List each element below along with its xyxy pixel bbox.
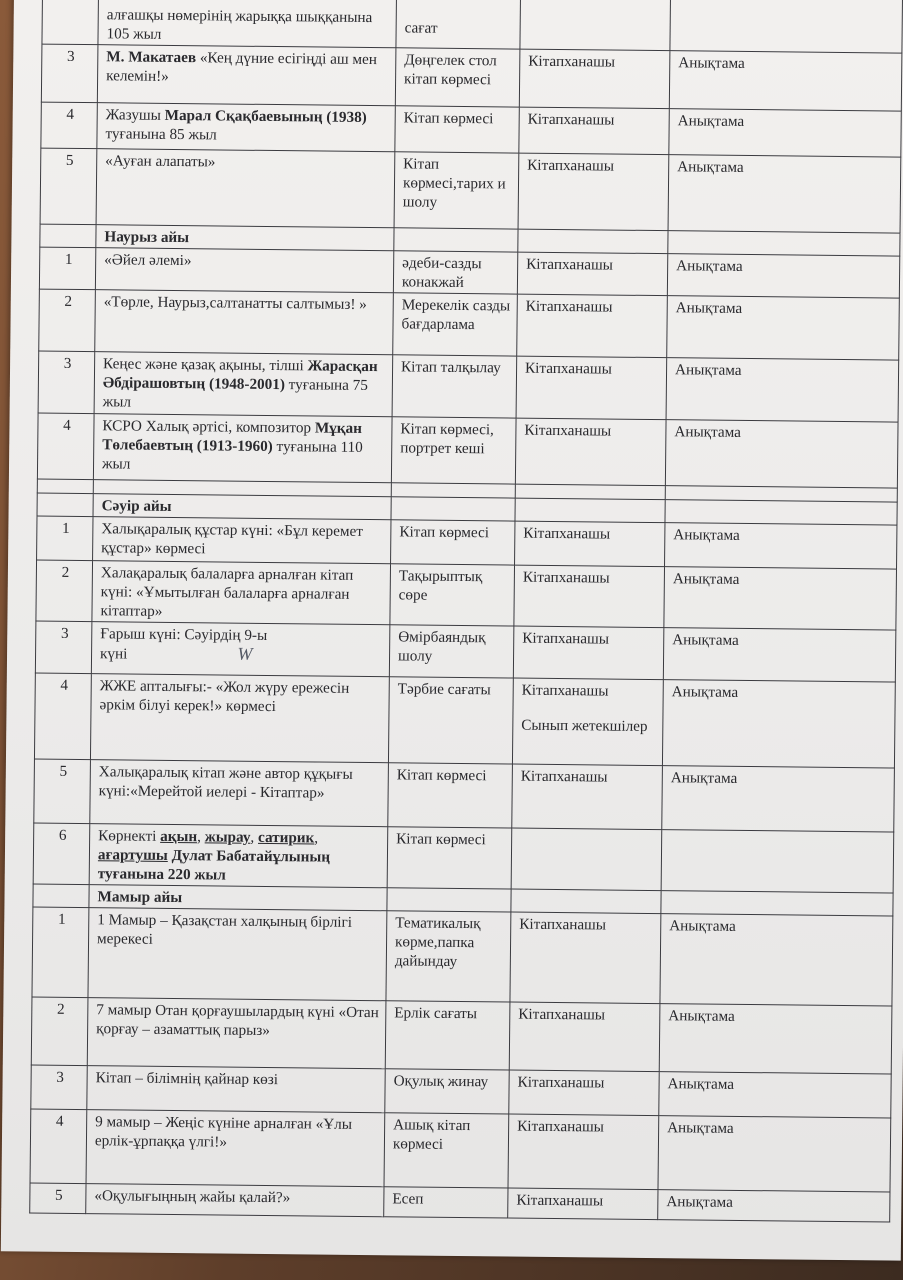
row-number: 3 [41,44,98,103]
month-title: Наурыз айы [96,225,394,251]
event-form: әдеби-сазды конакжай [393,251,517,294]
outcome [670,0,903,53]
responsible: Кітапханашы Сынып жетекшілер [512,678,663,766]
outcome: Анықтама [669,51,902,111]
outcome: Анықтама [667,296,900,360]
empty-cell [661,891,893,916]
event-form: Тәрбие сағаты [388,677,513,764]
event-title-part: Жазушы [105,106,165,124]
event-title [93,517,391,564]
event-title-part: Халақаралық балаларға арналған кітап күні: «Ұмытылған балаларға арналған кітаптар» [100,564,354,620]
outcome: Анықтама [658,1190,890,1222]
responsible-secondary: Сынып жетекшілер [521,716,648,735]
event-title-part: Жарасқан Әбдірашовтың (1948-2001) [102,357,378,394]
event-title-part: Халықаралық кітап және автор құқығы күні:«Мерейтой иелері - Кітаптар» [98,763,353,802]
responsible: Кітапханашы [514,565,665,628]
event-form: Есеп [384,1187,508,1218]
event-form: Кітап көрмесі, портрет кеші [391,417,516,484]
empty-cell [515,498,665,523]
event-title-part: Көрнекті [98,827,161,845]
responsible: Кітапханашы [513,626,664,680]
event-title-part: КСРО Халық әртісі, композитор [102,417,315,437]
table-row [31,997,892,1074]
month-number-cell [37,493,93,517]
table-row [32,907,893,1006]
event-title [94,352,393,417]
event-title [91,622,390,677]
outcome [661,830,894,893]
row-number: 4 [37,413,94,480]
row-number: 1 [39,247,95,290]
event-title [87,1066,385,1113]
event-form: Тақырыптық сөре [390,564,515,626]
event-title-part: Ғарыш күні: Сәуірдің 9-ы күні [99,625,268,663]
row-number: 1 [32,907,89,998]
event-form: Оқулық жинау [385,1069,509,1114]
event-title-part: туғанына 75 жыл [102,376,368,411]
event-title-part: Кітап – білімнің қайнар көзі [95,1069,279,1089]
empty-cell [511,889,661,914]
empty-cell [37,479,93,494]
row-number: 3 [35,621,92,674]
event-title-part: 7 мамыр Отан қорғаушылардың күні «Отан қорғау – азаматтық парыз» [96,1001,379,1040]
event-title: алғашқы нөмерінің жарыққа шыққанына 105 жыл [98,0,397,48]
row-number: 4 [34,673,91,760]
row-number: 6 [33,823,90,885]
responsible: Кітапханашы [515,521,665,567]
event-title [97,45,396,106]
row-number: 2 [36,560,93,622]
event-form: Кітап көрмесі [388,763,513,828]
outcome: Анықтама [662,680,895,768]
outcome: Анықтама [664,567,897,630]
event-title-part: «Ауған алапаты» [105,152,216,171]
outcome: Анықтама [663,628,896,682]
responsible: Кітапханашы [519,49,670,109]
event-title-part: «Төрле, Наурыз,салтанатты салтымыз! » [103,293,367,313]
event-title-part: «Кең дүние есігіңді аш мен келемін!» [106,49,378,85]
event-title-part: ақын [160,827,198,846]
empty-cell [387,888,511,912]
table-row [41,44,902,111]
responsible: Кітапханашы [509,1002,660,1072]
empty-cell [391,483,515,498]
empty-cell [518,229,668,254]
responsible: Кітапханашы [508,1114,659,1190]
outcome: Анықтама [660,914,893,1006]
event-form: Кітап көрмесі [391,520,515,565]
outcome: Анықтама [665,420,898,488]
month-number-cell [40,224,96,248]
outcome: Анықтама [667,254,899,298]
table-row [39,289,900,360]
event-title-part: «Әйел әлемі» [104,251,192,270]
empty-cell [665,500,897,525]
row-number: 2 [31,997,88,1066]
responsible: Кітапханашы [509,1070,659,1116]
event-title-part: жырау [204,828,251,846]
responsible: Кітапханашы [508,1188,658,1220]
row-number [42,0,99,45]
event-title-part: 9 мамыр – Жеңіс күніне арналған «Ұлы ерлік-ұрпаққа үлгі!» [94,1113,353,1151]
event-title-part: ағартушы [97,846,168,864]
event-title-part: туғанына 110 жыл [101,438,363,473]
event-title-part: Халықаралық құстар күні: «Бұл керемет құстар» көрмесі [101,520,363,558]
responsible: Кітапханашы [517,252,667,296]
responsible [511,828,662,891]
month-number-cell [33,884,89,908]
outcome: Анықтама [668,155,901,233]
table-row [38,351,899,422]
document-page [1,0,903,1261]
event-title [95,248,393,293]
event-title-part: , [250,828,259,846]
table-row [40,148,901,233]
event-title [89,824,388,888]
row-number: 5 [30,1183,86,1214]
event-title [86,1110,385,1187]
event-form: Мерекелік сазды бағдарлама [393,293,518,356]
event-form: Дөңгелек стол кітап көрмесі [395,48,520,107]
event-title-part: Марал Сқақбаевының (1938) [164,106,367,126]
event-form: Өмірбаяндық шолу [389,625,514,678]
event-title [86,1184,384,1217]
table-row [33,823,894,893]
table-row [30,1109,891,1192]
event-form: сағат [396,0,521,49]
row-number: 2 [39,289,96,352]
event-title-part: ЖЖЕ апталығы:- «Жол жүру ережесін әркім білуі керек!» көрмесі [99,677,350,716]
outcome: Анықтама [659,1004,892,1074]
row-number: 4 [30,1109,87,1184]
event-title-part: , [197,828,205,846]
event-title-part: туғанына 85 жыл [105,125,217,144]
event-title [92,561,391,625]
event-form: Кітап көрмесі [395,106,519,153]
event-title [90,674,389,763]
responsible: Кітапханашы [515,418,666,486]
event-title [97,103,395,152]
event-title [88,908,387,1001]
event-title [93,414,392,483]
event-form: Кітап көрмесі,тарих и шолу [394,152,519,229]
month-title: Сәуір айы [93,494,391,520]
event-form: Ерлік сағаты [385,1001,510,1070]
outcome: Анықтама [665,523,897,569]
outcome: Анықтама [659,1072,891,1118]
responsible: Кітапханашы [512,764,663,830]
table-row [36,560,897,630]
event-title-part: Кеңес және қазақ ақыны, тілші [103,355,308,375]
event-title [95,290,394,355]
event-title-part: Дулат Бабатайұлының туғанына 220 жыл [97,846,331,884]
event-title-part: «Оқулығыңның жайы қалай?» [94,1187,291,1207]
event-title-part: М. Макатаев [106,48,197,67]
table-row [37,413,898,488]
event-title [96,149,395,228]
event-form: Кітап көрмесі [387,827,512,889]
responsible [520,0,671,51]
row-number: 3 [38,351,95,414]
responsible: Кітапханашы [518,153,669,231]
event-title-part: , [314,829,319,847]
event-title [87,998,386,1069]
table-row [34,673,895,768]
event-form: Ашық кітап көрмесі [384,1113,509,1188]
row-number: 1 [37,516,93,561]
empty-cell [394,228,518,252]
empty-cell [668,231,900,256]
outcome: Анықтама [658,1116,891,1192]
handwritten-check-mark: W [237,643,253,664]
event-plan-body [30,0,903,1222]
event-title-part: 1 Мамыр – Қазақстан халқының бірлігі мерекесі [96,911,353,948]
empty-cell [391,497,515,521]
outcome: Анықтама [669,109,901,157]
table-row [34,759,895,832]
outcome: Анықтама [666,358,899,422]
outcome: Анықтама [662,766,895,832]
event-plan-table [29,0,903,1223]
empty-cell [515,484,665,500]
month-title: Мамыр айы [89,885,387,911]
table-row [35,621,895,682]
row-number: 5 [34,759,91,824]
row-number: 4 [41,102,97,149]
event-form: Тематикалық көрме,папка дайындау [386,911,511,1002]
event-title-part: Мұқан Төлебаевтың (1913-1960) [102,419,362,456]
responsible: Кітапханашы [516,356,667,420]
event-form: Кітап талқылау [392,355,517,418]
event-title-part: сатирик [257,828,315,847]
responsible: Кітапханашы [517,294,668,358]
row-number: 5 [40,148,97,225]
responsible: Кітапханашы [519,107,669,155]
responsible: Кітапханашы [510,912,661,1004]
row-number: 3 [31,1065,87,1110]
event-title [90,760,389,827]
